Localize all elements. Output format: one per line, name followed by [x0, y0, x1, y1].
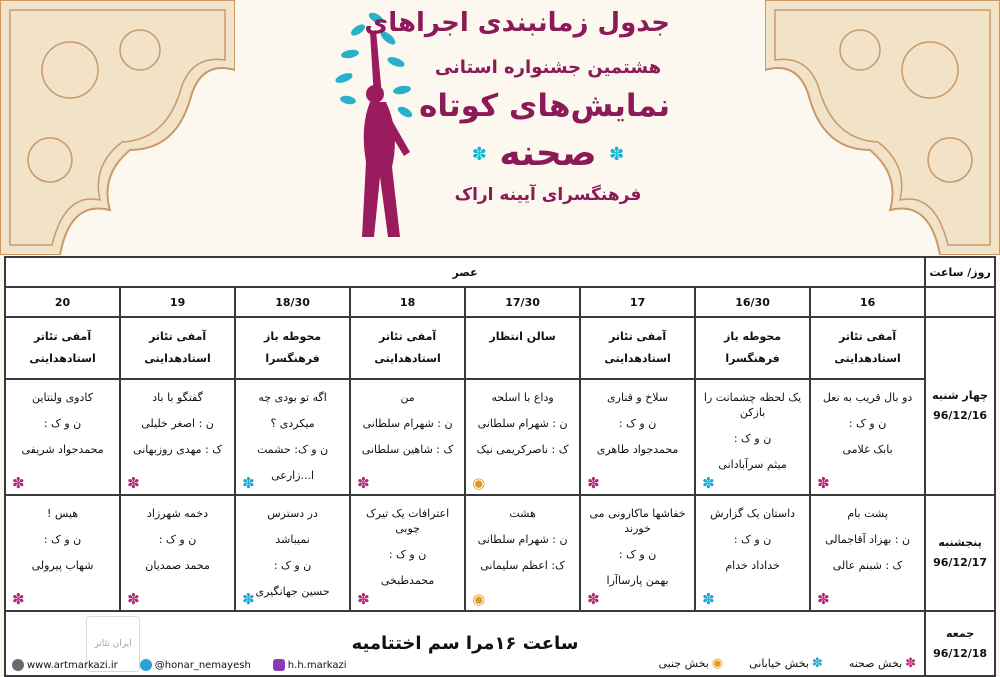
day-label-thursday	[925, 495, 995, 611]
venue-line: آمفی تئاتر	[148, 330, 207, 343]
flower-icon: ✽	[587, 474, 600, 492]
footer-links	[12, 659, 347, 671]
show-cell	[5, 495, 120, 611]
show-credit: ن و ک :	[43, 533, 82, 546]
show-credit: ک : ناصرکریمی نیک	[476, 443, 569, 456]
day-name: چهار شنبه	[932, 389, 989, 402]
show-credit: محمدجواد طاهری	[596, 443, 679, 456]
flower-icon: ✽	[242, 474, 255, 492]
show-credit: نمیباشد	[275, 533, 310, 546]
time-header: 16/30	[695, 287, 810, 317]
show-credit: ن و ک :	[848, 417, 887, 430]
show-cell	[580, 495, 695, 611]
show-credit: ن و ک :	[733, 432, 772, 445]
show-credit: میکردی ؟	[270, 417, 315, 430]
show-title: هیس !	[47, 507, 79, 520]
show-title: دخمه شهرزاد	[147, 507, 209, 520]
title-line-2: هشتمین جشنواره استانی	[434, 57, 662, 78]
show-cell	[350, 379, 465, 495]
instagram-link[interactable]	[273, 659, 347, 671]
show-credit: بابک غلامی	[842, 443, 893, 456]
show-title: سلاخ و قناری	[607, 391, 669, 404]
time-header: 19	[120, 287, 235, 317]
telegram-link[interactable]	[140, 659, 251, 671]
instagram-icon	[273, 659, 285, 671]
venue-line: محوطه باز فرهنگسرا	[724, 330, 782, 365]
venue-cell	[580, 317, 695, 379]
show-credit: شهاب پیرولی	[31, 559, 94, 572]
day-name: پنجشنبه	[938, 536, 982, 549]
show-cell	[810, 379, 925, 495]
show-title: کادوی ولنتاین	[32, 391, 94, 404]
show-title: در دسترس	[267, 507, 318, 520]
show-cell	[810, 495, 925, 611]
legend-label: بخش صحنه	[848, 657, 903, 670]
show-title: هشت	[509, 507, 536, 520]
ring-icon: ◉	[472, 590, 486, 608]
festival-header	[330, 0, 670, 250]
time-header: 18	[350, 287, 465, 317]
venue-cell	[695, 317, 810, 379]
venue-line: استادهدایتی	[374, 352, 441, 365]
friday-cell	[5, 611, 925, 676]
legend-label: بخش جنبی	[658, 657, 709, 670]
show-credit: میثم سرآبادانی	[718, 458, 787, 471]
corner-ornament-right	[765, 0, 1000, 255]
globe-icon	[12, 659, 24, 671]
festival-name	[426, 132, 670, 177]
show-credit: خداداد خدام	[725, 559, 780, 572]
legend-label: بخش خیابانی	[749, 657, 809, 670]
day-name: جمعه	[945, 626, 975, 640]
day1-shows-row	[5, 379, 995, 495]
flower-icon: ✽	[609, 144, 625, 165]
show-title: من	[400, 391, 415, 404]
legend	[658, 656, 916, 671]
venue-line: فرهنگسرا	[265, 352, 320, 365]
show-credit: ن و ک :	[388, 548, 427, 561]
time-header: 20	[5, 287, 120, 317]
flower-icon: ✽	[471, 144, 487, 165]
flower-icon: ✽	[702, 474, 715, 492]
venue-line: محوطه باز	[264, 330, 322, 343]
show-credit: ن و ک :	[618, 417, 657, 430]
ornament-pattern-icon	[0, 0, 235, 255]
ring-icon: ◉	[711, 656, 724, 671]
venue-line: آمفی تئاتر	[378, 330, 437, 343]
time-header: 18/30	[235, 287, 350, 317]
venue-cell	[235, 317, 350, 379]
show-credit: ن : اصغر خلیلی	[141, 417, 214, 430]
show-credit: ن : شهرام سلطانی	[477, 533, 568, 546]
show-credit: ن و ک :	[273, 559, 312, 572]
closing-ceremony-text: ساعت ۱۶مرا سم اختتامیه	[351, 633, 579, 654]
corner-ornament-left	[0, 0, 235, 255]
instagram-text: h.h.markazi	[287, 660, 347, 671]
flower-icon: ✽	[817, 590, 830, 608]
schedule-table	[4, 256, 996, 677]
asr-header: عصر	[5, 257, 925, 287]
show-credit: ن و ک :	[158, 533, 197, 546]
show-title: پشت بام	[847, 507, 888, 520]
time-header: 17/30	[465, 287, 580, 317]
show-credit: ن : بهزاد آقاجمالی	[825, 533, 911, 546]
show-cell	[120, 379, 235, 495]
show-credit: محمد صمدیان	[145, 559, 210, 572]
venue-line: آمفی تئاتر	[33, 330, 92, 343]
venue-cell	[465, 317, 580, 379]
times-row	[5, 287, 995, 317]
show-credit: ن و ک :	[733, 533, 772, 546]
show-credit: بهمن پارساآرا	[606, 574, 669, 587]
flower-icon: ✽	[127, 590, 140, 608]
show-credit: ن : شهرام سلطانی	[477, 417, 568, 430]
show-credit: ن و ک :	[43, 417, 82, 430]
show-title: خفاشها ماکارونی می خورند	[589, 507, 686, 535]
flower-icon: ✽	[12, 474, 25, 492]
venue-cell	[120, 317, 235, 379]
venue-cell	[5, 317, 120, 379]
venue-line: سالن انتظار	[489, 330, 556, 343]
flower-icon: ✽	[357, 474, 370, 492]
ornament-pattern-icon	[765, 0, 1000, 255]
show-credit: حسین جهانگیری	[255, 585, 330, 598]
day-date: 96/12/16	[933, 409, 988, 422]
show-cell	[5, 379, 120, 495]
show-title: وداع با اسلحه	[491, 391, 554, 404]
legend-item-side	[658, 656, 723, 671]
time-header: 17	[580, 287, 695, 317]
title-line-1: جدول زمانبندی اجراهای	[364, 8, 670, 38]
watermark-text: ایران تئاتر	[94, 639, 132, 649]
flower-icon: ✽	[817, 474, 830, 492]
show-credit: محمدطبخی	[380, 574, 435, 587]
show-credit: ک : شبنم عالی	[832, 559, 903, 572]
flower-icon: ✽	[702, 590, 715, 608]
show-cell	[580, 379, 695, 495]
time-header: 16	[810, 287, 925, 317]
show-credit: ک : مهدی روزبهانی	[133, 443, 223, 456]
show-title: یک لحظه چشمانت را بازکن	[703, 391, 802, 419]
show-credit: ک: اعظم سلیمانی	[480, 559, 565, 572]
flower-icon: ✽	[242, 590, 255, 608]
show-cell	[120, 495, 235, 611]
venue-line: استادهدایتی	[834, 352, 901, 365]
day2-shows-row	[5, 495, 995, 611]
venue-line: استادهدایتی	[144, 352, 211, 365]
flower-icon: ✽	[587, 590, 600, 608]
flower-icon: ✽	[127, 474, 140, 492]
show-credit: ا...زارعی	[271, 469, 315, 482]
show-credit: ن : شهرام سلطانی	[362, 417, 453, 430]
venue-line: آمفی تئاتر	[838, 330, 897, 343]
show-title: اعترافات یک تیرک چوبی	[365, 507, 450, 535]
venue-line: استادهدایتی	[604, 352, 671, 365]
flower-icon: ✽	[12, 590, 25, 608]
telegram-text: @honar_nemayesh	[154, 660, 251, 671]
show-title: گفتگو با باد	[152, 391, 203, 404]
show-title: داستان یک گزارش	[710, 507, 796, 520]
day-date: 96/12/17	[933, 556, 988, 569]
flower-icon: ✽	[905, 656, 917, 671]
show-credit: ن و ک: حشمت	[256, 443, 329, 456]
website-text: www.artmarkazi.ir	[27, 660, 118, 671]
show-title: اگه تو بودی چه	[258, 391, 327, 404]
telegram-icon	[140, 659, 152, 671]
show-cell	[465, 495, 580, 611]
friday-row	[5, 611, 995, 676]
ring-icon: ◉	[472, 474, 486, 492]
day-date: 96/12/18	[933, 646, 988, 660]
flower-icon: ✽	[357, 590, 370, 608]
show-cell	[350, 495, 465, 611]
legend-item-stage	[849, 656, 916, 671]
show-cell	[235, 495, 350, 611]
show-cell	[695, 379, 810, 495]
venue-line: استادهدایتی	[29, 352, 96, 365]
empty-cell	[925, 287, 995, 317]
show-credit: ک : شاهین سلطانی	[361, 443, 454, 456]
venue-cell	[350, 317, 465, 379]
day-label-friday	[925, 611, 995, 676]
venue-subtitle: فرهنگسرای آیینه اراک	[454, 185, 642, 205]
day1-venue-row	[5, 317, 995, 379]
venue-line: آمفی تئاتر	[608, 330, 667, 343]
title-line-3: نمایش‌های کوتاه	[419, 88, 670, 124]
festival-name-text: صحنه	[499, 133, 597, 174]
flower-icon: ✽	[811, 656, 823, 671]
legend-item-street	[749, 656, 823, 671]
show-title: دو بال قریب به نعل	[822, 391, 913, 404]
website-link[interactable]	[12, 659, 118, 671]
day-label-wednesday	[925, 317, 995, 495]
show-cell	[235, 379, 350, 495]
show-credit: ن و ک :	[618, 548, 657, 561]
show-credit: محمدجواد شریفی	[21, 443, 104, 456]
venue-cell	[810, 317, 925, 379]
show-cell	[695, 495, 810, 611]
show-cell	[465, 379, 580, 495]
day-time-header: روز/ ساعت	[925, 257, 995, 287]
